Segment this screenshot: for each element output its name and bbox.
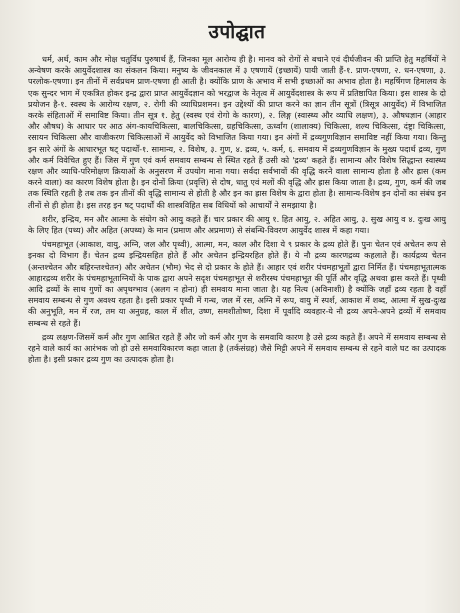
paragraph-dravya-lakshan: द्रव्य लक्षण-जिसमें कर्म और गुण आश्रित रहते हैं और जो कर्म और गुण के समवायि कारण है उसे द्रव्य कहते हैं। अपने में समवाय सम्बन्ध से रहने वाले कार्य का आरंभक जो हो उसे समवायिकारण कहा जाता है (तर्कसंग्रह) जैसे मिट्टी अपने में समवाय सम्बन्ध से रहने वाले घट का उत्पादक होता है। इसी प्रकार द्रव्य गुण का उत्पादक होता है। xyxy=(28,331,446,365)
paragraph-panchamahabhuta: पंचमहाभूत (आकाश, वायु, अग्नि, जल और पृथ्वी), आत्मा, मन, काल और दिशा ये ९ प्रकार के द्रव्य होते हैं। पुनः चेतन एवं अचेतन रूप से इनका दो विभाग हैं। चेतन द्रव्य इन्द्रियसहित होते हैं और अचेतन इन्द्रियरहित होते हैं। ये नौ द्रव्य कारणद्रव्य कहलाते हैं। कार्यद्रव्य चेतन (अन्तश्चेतन और बहिरन्तश्चेतन) और अचेतन (भौम) भेद से दो प्रकार के होते हैं। आहार एवं शरीर पंचमहाभूतों द्वारा निर्मित हैं। पंचमहाभूतात्मक आहारद्रव्य शरीर के पंचमहाभूताग्नियों के पाक द्वारा अपने सदृश पंचमहाभूत से शरीरस्थ पंचमहाभूत की पूर्ति और वृद्धि अथवा ह्रास करते हैं। पृथ्वी आदि द्रव्यों के साथ गुणों का अपृथग्भाव (अलग न होना) ही समवाय माना जाता है। यह नित्य (अविनाशी) है क्योंकि जहाँ द्रव्य रहता है वहाँ समवाय सम्बन्ध से गुण अवश्य रहता है। इसी प्रकार पृथ्वी में गन्ध, जल में रस, अग्नि में रूप, वायु में स्पर्श, आकाश में शब्द, आत्मा में सुख-दुःख की अनुभूति, मन में रज, तम या अनुग्रह, काल में शीत, उष्ण, समशीतोष्ण, दिशा में पूर्वादि व्यवहार-ये नौ द्रव्य अपने-अपने द्रव्यों में समवाय सम्बन्ध से रहते हैं। xyxy=(28,239,446,328)
page-title: उपोद्घात xyxy=(208,21,266,43)
paragraph-purusharth: धर्म, अर्थ, काम और मोक्ष चतुर्विध पुरुषार्थ हैं, जिनका मूल आरोग्य ही है। मानव को रोगों से बचाने एवं दीर्घजीवन की प्राप्ति हेतु महर्षियों ने अन्वेषण करके आयुर्वेदशास्त्र का संकलन किया। मनुष्य के जीवनकाल में ३ एषणायें (इच्छायें) पायी जाती हैं-१. प्राण-एषणा, २. धन-एषणा, ३. परलोक-एषणा। इन तीनों में सर्वप्रथम प्राण-एषणा ही आती है। क्योंकि प्राण के अभाव में सभी इच्छाओं का अभाव होता है। महर्षिगण हिमालय के एक सुन्दर भाग में एकत्रित होकर इन्द्र द्वारा प्राप्त आयुर्वेदज्ञान को भरद्वाज के नेतृत्व में आयुर्वेदशास्त्र के रूप में प्रतिष्ठापित किया। इस शास्त्र के दो प्रयोजन है-१. स्वस्थ के आरोग्य रक्षण, २. रोगी की व्याधिप्रशमन। इन उद्देश्यों की प्राप्त करने का ज्ञान तीन सूत्रों (त्रिसूत्र आयुर्वेद) में विभाजित करके संहिताओं में समाविष्ट किया। तीन सूत्र १. हेतु (स्वस्थ एवं रोगो के कारण), २. लिङ्ग (स्वास्थ्य और व्याधि लक्षण), ३. औषधज्ञान (आहार और औषध) के आधार पर आठ अंग-कायचिकित्सा, बालचिकित्सा, ग्रहचिकित्सा, ऊर्ध्वांग (शालाक्य) चिकित्सा, शल्य चिकित्सा, दंष्ट्रा चिकित्सा, रसायन चिकित्सा और वाजीकरण चिकित्साओं में आयुर्वेद को विभाजित किया गया। इन अंगों में द्रव्यगुणविज्ञान समाविष्ट नहीं किया गया। किन्तु इन सारे अंगों के आधारभूत षट् पदार्थों-१. सामान्य, २. विशेष, ३. गुण, ४. द्रव्य, ५. कर्म, ६. समवाय में द्रव्यगुणविज्ञान के मुख्य पदार्थ द्रव्य, गुण और कर्म विवेचित हुए हैं। जिस में गुण एवं कर्म समवाय सम्बन्ध से स्थित रहते हैं उसी को 'द्रव्य' कहते हैं। सामान्य और विशेष सिद्धान्त स्वास्थ्य रक्षण और व्याधि-परिमोक्षण क्रियाओं के अनुसरण में उपयोग माना गया। सर्वदा सर्वभावों की वृद्धि करने वाला सामान्य होता है और ह्रास (कम करने वाला) का कारण विशेष होता है। इन दोनों क्रिया (प्रवृत्ति) से दोष, धातु एवं मलों की वृद्धि और ह्रास किया जाता है। द्रव्य, गुण, कर्म की जब तक स्थिति रहती है तब तक इन तीनों की वृद्धि सामान्य से होती है और इन का ह्रास विशेष के द्वारा होता है। सामान्य-विशेष इन दोनों का संबंध इन तीनों से ही होता है। इस तरह इन षट् पदार्थों की शास्त्रविहित सब विधियों को आचार्यों ने समझाया है। xyxy=(28,54,447,210)
paragraph-ayu: शरीर, इन्द्रिय, मन और आत्मा के संयोग को आयु कहते हैं। चार प्रकार की आयु १. हित आयु, २. अहित आयु, ३. सुख आयु व ४. दुःख आयु के लिए हित (पथ्य) और अहित (अपथ्य) के मान (प्रमाण और अप्रमाण) से संबन्धि-विवरण आयुर्वेद शास्त्र में कहा गया। xyxy=(28,213,446,236)
